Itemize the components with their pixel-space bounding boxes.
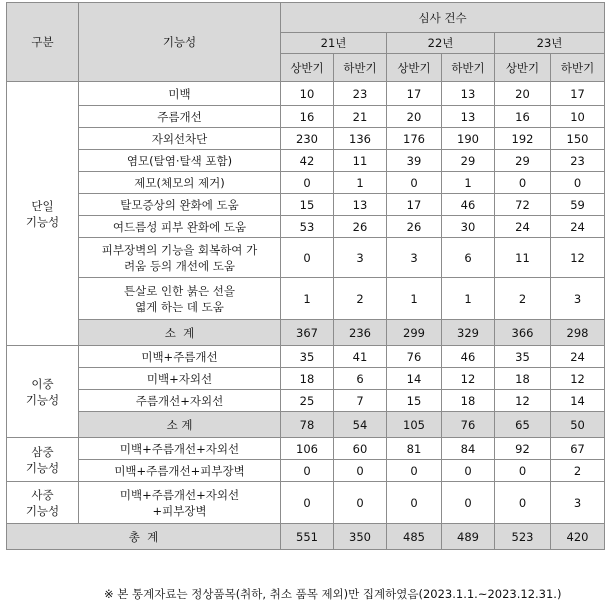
value-cell: 0 [281, 460, 334, 482]
value-cell: 16 [281, 106, 334, 128]
value-cell: 21 [334, 106, 387, 128]
table-row [7, 368, 605, 390]
value-cell: 367 [281, 320, 334, 346]
category-header: 구분 [7, 3, 79, 82]
half-header: 상반기 [387, 54, 442, 82]
value-cell: 53 [281, 216, 334, 238]
table-row [7, 346, 605, 368]
value-cell: 0 [387, 460, 442, 482]
value-cell: 0 [387, 482, 442, 524]
cell-text: 미백+주름개선+자외선 [119, 487, 240, 502]
cell-text: 제모(체모의 제거) [134, 175, 225, 190]
subtotal-label: 소 계 [79, 320, 281, 346]
cell-text: 미백+주름개선+피부장벽 [114, 463, 245, 478]
cell-text: 자외선차단 [151, 131, 208, 146]
value-cell: 24 [551, 346, 605, 368]
value-cell: 0 [495, 482, 551, 524]
value-cell: 2 [551, 460, 605, 482]
value-cell: 0 [281, 172, 334, 194]
value-cell: 0 [334, 460, 387, 482]
value-cell: 0 [551, 172, 605, 194]
function-name [79, 368, 281, 390]
value-cell: 3 [387, 238, 442, 278]
year-header: 22년 [387, 33, 495, 54]
value-cell: 17 [551, 82, 605, 106]
cell-text: 기능성 [25, 503, 60, 518]
function-name [79, 150, 281, 172]
table-row [7, 194, 605, 216]
function-name [79, 194, 281, 216]
half-header: 하반기 [442, 54, 495, 82]
value-cell: 105 [387, 412, 442, 438]
value-cell: 54 [334, 412, 387, 438]
value-cell: 1 [281, 278, 334, 320]
value-cell: 30 [442, 216, 495, 238]
function-name [79, 482, 281, 524]
cell-text: 단일 [31, 198, 54, 213]
value-cell: 0 [495, 460, 551, 482]
value-cell: 12 [551, 238, 605, 278]
value-cell: 59 [551, 194, 605, 216]
value-cell: 65 [495, 412, 551, 438]
cell-text: 삼중 [31, 444, 54, 459]
value-cell: 106 [281, 438, 334, 460]
year-header: 21년 [281, 33, 387, 54]
value-cell: 12 [495, 390, 551, 412]
value-cell: 76 [442, 412, 495, 438]
value-cell: 14 [551, 390, 605, 412]
value-cell: 298 [551, 320, 605, 346]
subtotal-label: 소 계 [79, 412, 281, 438]
review-count-header: 심사 건수 [281, 3, 605, 33]
value-cell: 50 [551, 412, 605, 438]
value-cell: 12 [551, 368, 605, 390]
cell-text: 주름개선 [157, 109, 202, 124]
value-cell: 46 [442, 346, 495, 368]
value-cell: 17 [387, 194, 442, 216]
value-cell: 10 [281, 82, 334, 106]
value-cell: 81 [387, 438, 442, 460]
cell-text: 튼살로 인한 붉은 선을 [124, 283, 235, 298]
value-cell: 551 [281, 524, 334, 550]
value-cell: 10 [551, 106, 605, 128]
value-cell: 1 [387, 278, 442, 320]
value-cell: 12 [442, 368, 495, 390]
function-name [79, 238, 281, 278]
value-cell: 24 [495, 216, 551, 238]
value-cell: 350 [334, 524, 387, 550]
function-name [79, 390, 281, 412]
value-cell: 11 [334, 150, 387, 172]
value-cell: 13 [442, 82, 495, 106]
value-cell: 26 [334, 216, 387, 238]
year-header: 23년 [495, 33, 605, 54]
value-cell: 3 [334, 238, 387, 278]
value-cell: 230 [281, 128, 334, 150]
value-cell: 0 [281, 482, 334, 524]
table-body [7, 82, 605, 550]
table-row [7, 128, 605, 150]
group-label [7, 346, 79, 438]
value-cell: 0 [495, 172, 551, 194]
function-name [79, 216, 281, 238]
group-label [7, 438, 79, 482]
value-cell: 3 [551, 278, 605, 320]
table-row [7, 460, 605, 482]
cell-text: 피부장벽의 기능을 회복하여 가 [101, 242, 258, 257]
value-cell: 1 [442, 172, 495, 194]
value-cell: 18 [442, 390, 495, 412]
value-cell: 0 [334, 482, 387, 524]
value-cell: 192 [495, 128, 551, 150]
cell-text: 사중 [31, 487, 54, 502]
function-name [79, 82, 281, 106]
value-cell: 16 [495, 106, 551, 128]
value-cell: 92 [495, 438, 551, 460]
cell-text: 주름개선+자외선 [135, 393, 224, 408]
value-cell: 67 [551, 438, 605, 460]
cell-text: 기능성 [25, 392, 60, 407]
value-cell: 72 [495, 194, 551, 216]
cell-text: 이중 [31, 376, 54, 391]
value-cell: 420 [551, 524, 605, 550]
value-cell: 150 [551, 128, 605, 150]
value-cell: 7 [334, 390, 387, 412]
value-cell: 25 [281, 390, 334, 412]
review-stats-table [6, 2, 605, 550]
function-name [79, 106, 281, 128]
value-cell: 0 [387, 172, 442, 194]
cell-text: 여드름성 피부 완화에 도움 [112, 219, 247, 234]
function-name [79, 128, 281, 150]
value-cell: 0 [281, 238, 334, 278]
value-cell: 6 [442, 238, 495, 278]
value-cell: 24 [551, 216, 605, 238]
cell-text: 미백+자외선 [146, 371, 213, 386]
function-header: 기능성 [79, 3, 281, 82]
value-cell: 489 [442, 524, 495, 550]
value-cell: 366 [495, 320, 551, 346]
value-cell: 23 [334, 82, 387, 106]
value-cell: 29 [442, 150, 495, 172]
value-cell: 84 [442, 438, 495, 460]
value-cell: 35 [281, 346, 334, 368]
total-label: 총 계 [7, 524, 281, 550]
value-cell: 1 [334, 172, 387, 194]
value-cell: 15 [387, 390, 442, 412]
footnote: ※ 본 통계자료는 정상품목(취하, 취소 품목 제외)만 집계하였음(2023.1.1.~2023.12.31.) [104, 587, 562, 601]
value-cell: 0 [442, 482, 495, 524]
half-header: 상반기 [281, 54, 334, 82]
value-cell: 0 [442, 460, 495, 482]
group-label [7, 482, 79, 524]
value-cell: 18 [495, 368, 551, 390]
cell-text: 미백 [168, 86, 191, 101]
cell-text: 탈모증상의 완화에 도움 [120, 197, 239, 212]
table-row [7, 238, 605, 278]
value-cell: 299 [387, 320, 442, 346]
value-cell: 17 [387, 82, 442, 106]
table-row [7, 150, 605, 172]
value-cell: 15 [281, 194, 334, 216]
group-label [7, 82, 79, 346]
table-row [7, 390, 605, 412]
table-row [7, 82, 605, 106]
value-cell: 20 [495, 82, 551, 106]
value-cell: 14 [387, 368, 442, 390]
cell-text: +피부장벽 [152, 503, 207, 518]
value-cell: 2 [334, 278, 387, 320]
value-cell: 329 [442, 320, 495, 346]
value-cell: 3 [551, 482, 605, 524]
value-cell: 46 [442, 194, 495, 216]
value-cell: 2 [495, 278, 551, 320]
table-row [7, 216, 605, 238]
value-cell: 23 [551, 150, 605, 172]
value-cell: 26 [387, 216, 442, 238]
table-row [7, 438, 605, 460]
value-cell: 18 [281, 368, 334, 390]
table-row [7, 172, 605, 194]
cell-text: 염모(탈염·탈색 포함) [126, 153, 233, 168]
value-cell: 6 [334, 368, 387, 390]
value-cell: 1 [442, 278, 495, 320]
subtotal-row [7, 320, 605, 346]
value-cell: 35 [495, 346, 551, 368]
value-cell: 136 [334, 128, 387, 150]
cell-text: 미백+주름개선+자외선 [119, 441, 240, 456]
value-cell: 190 [442, 128, 495, 150]
value-cell: 60 [334, 438, 387, 460]
value-cell: 485 [387, 524, 442, 550]
half-header: 상반기 [495, 54, 551, 82]
half-header: 하반기 [551, 54, 605, 82]
value-cell: 41 [334, 346, 387, 368]
value-cell: 13 [442, 106, 495, 128]
value-cell: 11 [495, 238, 551, 278]
table-row [7, 278, 605, 320]
function-name [79, 460, 281, 482]
value-cell: 523 [495, 524, 551, 550]
subtotal-row [7, 412, 605, 438]
value-cell: 236 [334, 320, 387, 346]
table-row [7, 106, 605, 128]
function-name [79, 278, 281, 320]
cell-text: 기능성 [25, 214, 60, 229]
value-cell: 76 [387, 346, 442, 368]
function-name [79, 172, 281, 194]
value-cell: 176 [387, 128, 442, 150]
value-cell: 13 [334, 194, 387, 216]
cell-text: 려움 등의 개선에 도움 [124, 258, 235, 273]
half-header: 하반기 [334, 54, 387, 82]
function-name [79, 346, 281, 368]
value-cell: 42 [281, 150, 334, 172]
value-cell: 29 [495, 150, 551, 172]
cell-text: 엷게 하는 데 도움 [135, 299, 224, 314]
table-row [7, 482, 605, 524]
value-cell: 39 [387, 150, 442, 172]
value-cell: 20 [387, 106, 442, 128]
cell-text: 기능성 [25, 460, 60, 475]
cell-text: 미백+주름개선 [141, 349, 218, 364]
function-name [79, 438, 281, 460]
value-cell: 78 [281, 412, 334, 438]
total-row [7, 524, 605, 550]
